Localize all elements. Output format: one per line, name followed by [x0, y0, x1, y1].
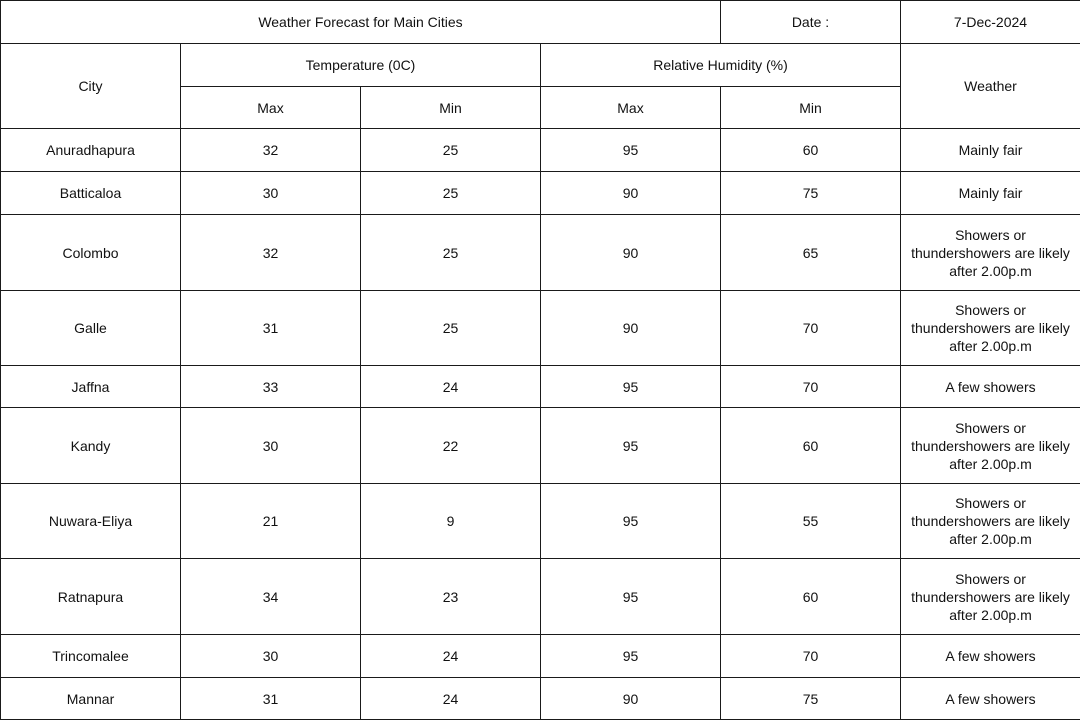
cell-temp-max: 32	[181, 129, 361, 172]
cell-rh-min: 70	[721, 291, 901, 366]
cell-weather	[901, 129, 1080, 172]
header-row-1	[1, 44, 1080, 87]
header-temp-max: Max	[181, 87, 361, 129]
table-row	[1, 291, 1080, 366]
cell-temp-min: 25	[361, 172, 541, 215]
cell-temp-min: 25	[361, 215, 541, 291]
cell-temp-max: 21	[181, 484, 361, 559]
cell-rh-min: 60	[721, 408, 901, 484]
header-weather: Weather	[901, 44, 1080, 129]
cell-temp-max: 30	[181, 172, 361, 215]
cell-rh-max: 95	[541, 366, 721, 408]
weather-text: Showers or thundershowers are likely after 2.00p.m	[911, 419, 1070, 472]
cell-weather	[901, 215, 1080, 291]
cell-temp-max: 32	[181, 215, 361, 291]
cell-city: Anuradhapura	[1, 129, 181, 172]
cell-city: Nuwara-Eliya	[1, 484, 181, 559]
table-title: Weather Forecast for Main Cities	[1, 1, 721, 44]
cell-rh-min: 70	[721, 366, 901, 408]
cell-weather	[901, 559, 1080, 635]
cell-city: Ratnapura	[1, 559, 181, 635]
header-temperature: Temperature (0C)	[181, 44, 541, 87]
table-row	[1, 559, 1080, 635]
table-row	[1, 484, 1080, 559]
cell-rh-min: 65	[721, 215, 901, 291]
cell-temp-max: 30	[181, 635, 361, 678]
cell-rh-min: 75	[721, 172, 901, 215]
cell-city: Mannar	[1, 678, 181, 720]
header-humidity: Relative Humidity (%)	[541, 44, 901, 87]
cell-city: Jaffna	[1, 366, 181, 408]
cell-rh-min: 75	[721, 678, 901, 720]
cell-rh-min: 60	[721, 559, 901, 635]
cell-weather	[901, 172, 1080, 215]
cell-city: Batticaloa	[1, 172, 181, 215]
cell-temp-max: 33	[181, 366, 361, 408]
cell-weather	[901, 635, 1080, 678]
cell-temp-max: 30	[181, 408, 361, 484]
cell-temp-min: 24	[361, 678, 541, 720]
cell-temp-max: 34	[181, 559, 361, 635]
cell-temp-min: 9	[361, 484, 541, 559]
header-rh-max: Max	[541, 87, 721, 129]
cell-temp-min: 25	[361, 129, 541, 172]
cell-rh-max: 90	[541, 678, 721, 720]
cell-city: Colombo	[1, 215, 181, 291]
cell-city: Kandy	[1, 408, 181, 484]
cell-temp-min: 22	[361, 408, 541, 484]
cell-rh-min: 70	[721, 635, 901, 678]
cell-rh-min: 60	[721, 129, 901, 172]
table-row	[1, 408, 1080, 484]
cell-weather	[901, 484, 1080, 559]
cell-rh-max: 95	[541, 484, 721, 559]
weather-text: A few showers	[945, 690, 1036, 707]
weather-text: Showers or thundershowers are likely after 2.00p.m	[911, 302, 1070, 354]
table-row	[1, 129, 1080, 172]
date-label: Date :	[721, 1, 901, 44]
table-row	[1, 366, 1080, 408]
cell-rh-max: 95	[541, 559, 721, 635]
cell-weather	[901, 678, 1080, 720]
cell-rh-max: 90	[541, 215, 721, 291]
cell-weather	[901, 366, 1080, 408]
cell-temp-min: 25	[361, 291, 541, 366]
header-city: City	[1, 44, 181, 129]
table-row	[1, 635, 1080, 678]
cell-weather	[901, 408, 1080, 484]
cell-temp-min: 23	[361, 559, 541, 635]
cell-rh-max: 90	[541, 172, 721, 215]
weather-text: Mainly fair	[958, 185, 1023, 201]
cell-temp-max: 31	[181, 678, 361, 720]
cell-weather	[901, 291, 1080, 366]
weather-text: Showers or thundershowers are likely after 2.00p.m	[911, 226, 1070, 279]
table-row	[1, 215, 1080, 291]
table-row	[1, 678, 1080, 720]
cell-temp-max: 31	[181, 291, 361, 366]
cell-rh-min: 55	[721, 484, 901, 559]
header-rh-min: Min	[721, 87, 901, 129]
cell-rh-max: 95	[541, 635, 721, 678]
title-row	[1, 1, 1080, 44]
weather-text: Showers or thundershowers are likely after 2.00p.m	[911, 495, 1070, 547]
date-value: 7-Dec-2024	[901, 1, 1080, 44]
cell-city: Trincomalee	[1, 635, 181, 678]
cell-rh-max: 95	[541, 129, 721, 172]
weather-text: Mainly fair	[958, 142, 1023, 158]
cell-temp-min: 24	[361, 635, 541, 678]
table-row	[1, 172, 1080, 215]
header-temp-min: Min	[361, 87, 541, 129]
cell-temp-min: 24	[361, 366, 541, 408]
cell-rh-max: 90	[541, 291, 721, 366]
weather-text: A few showers	[945, 378, 1036, 395]
weather-text: A few showers	[945, 648, 1036, 664]
weather-text: Showers or thundershowers are likely after 2.00p.m	[911, 570, 1070, 623]
cell-rh-max: 95	[541, 408, 721, 484]
cell-city: Galle	[1, 291, 181, 366]
